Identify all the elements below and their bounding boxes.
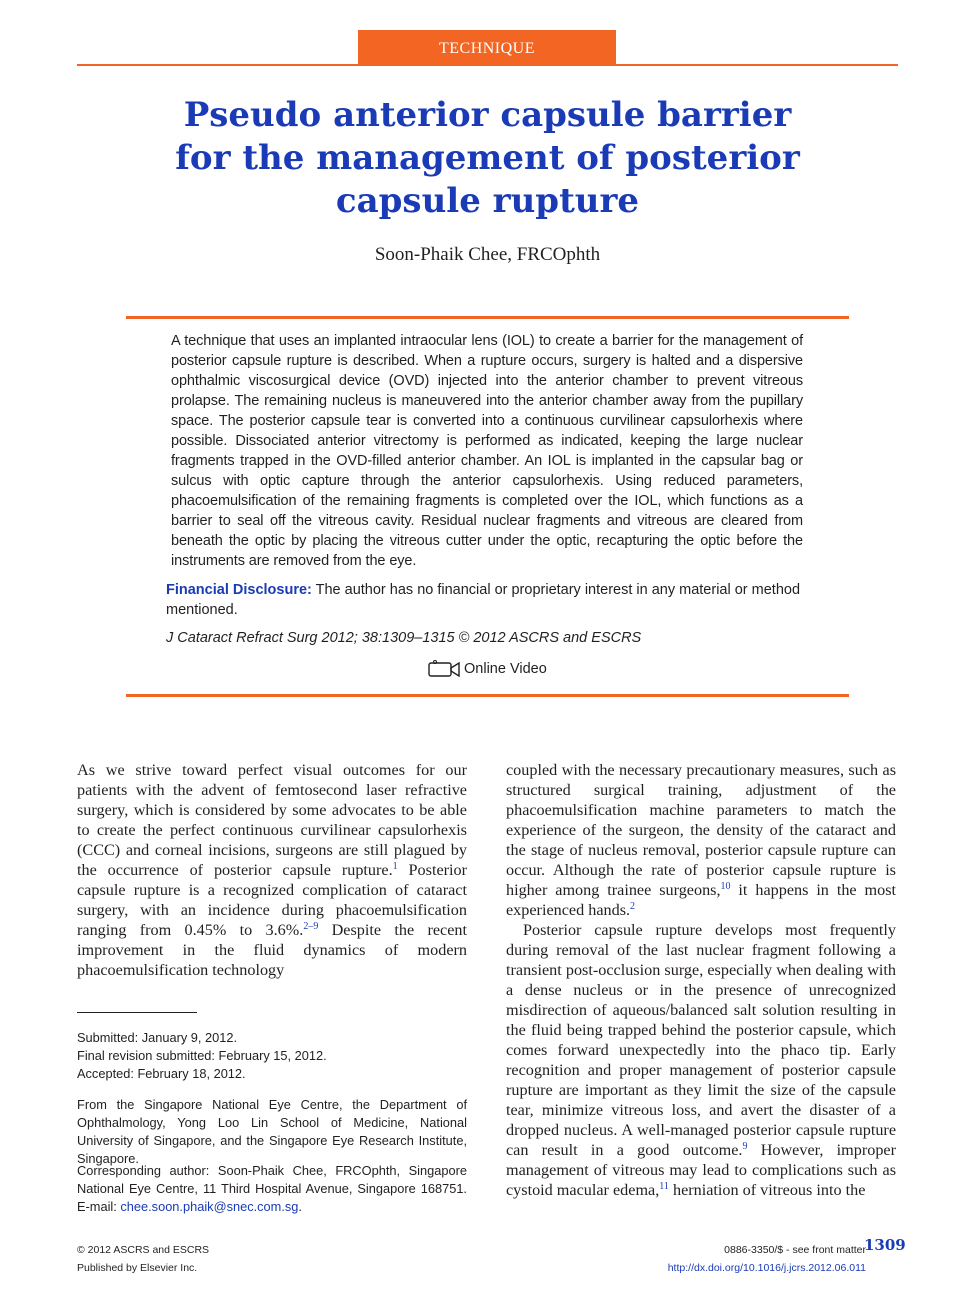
submission-dates — [77, 1029, 467, 1083]
title-line: for the management of posterior — [175, 138, 800, 178]
email-link[interactable]: chee.soon.phaik@snec.com.sg — [120, 1199, 299, 1214]
corresponding-text: Corresponding author: Soon-Phaik Chee, FRCOphth, Singapore National Eye Centre, 11 Third Hospital Avenue, Singapore 168751. E-mail: — [77, 1163, 467, 1214]
footer-copyright: © 2012 ASCRS and ESCRS — [77, 1244, 210, 1256]
affiliation-note: From the Singapore National Eye Centre, the Department of Ophthalmology, Yong Loo Lin School of Medicine, National University of Singapore, and the Singapore Eye Research Institute, Singapore. — [77, 1097, 467, 1166]
reference-link[interactable]: 1 — [392, 861, 398, 872]
footer-publisher: Published by Elsevier Inc. — [77, 1262, 198, 1274]
abstract-bottom-rule — [126, 694, 849, 697]
reference-link[interactable]: 10 — [720, 881, 731, 892]
footnote-rule — [77, 1012, 197, 1013]
title-line: Pseudo anterior capsule barrier — [183, 95, 792, 135]
journal-citation: J Cataract Refract Surg 2012; 38:1309–1315 © 2012 ASCRS and ESCRS — [166, 630, 642, 646]
doi-link[interactable]: http://dx.doi.org/10.1016/j.jcrs.2012.06.011 — [667, 1262, 866, 1274]
reference-link[interactable]: 2–9 — [303, 921, 319, 932]
disclosure-label: Financial Disclosure: — [166, 582, 312, 598]
article-title — [120, 94, 855, 223]
body-text: As we strive toward perfect visual outcomes for our patients with the advent of femtosecond laser refractive surgery, which is considered by some advocates to be able to create the perfect continuous curvilinear capsulorhexis (CCC) and corneal incisions, surgeons are still plagued by the occurrence of posterior capsule rupture. — [77, 761, 467, 879]
reference-link[interactable]: 11 — [659, 1181, 669, 1192]
body-text: it happens in the most experienced hands. — [506, 881, 897, 919]
body-text: herniation of vitreous into the — [668, 1181, 866, 1199]
body-text: Posterior capsule rupture develops most frequently during removal of the last nuclear fragment following a transient post-occlusion surge, especially when dealing with a dense nucleus or in the presence of unrecognized misdirection of aqueous/balanced salt solution resulting in the fluid being trapped behind the posterior capsule, which comes forward unexpectedly into the phaco tip. Early recognition and proper management of posterior capsule rupture are important as they limit the size of the capsule tear, minimize vitreous loss, and avert the disaster of a dropped nucleus. A well-managed posterior capsule rupture can result in a good outcome. — [506, 921, 896, 1159]
abstract-text: A technique that uses an implanted intraocular lens (IOL) to create a barrier for the management of posterior capsule rupture is described. When a rupture occurs, surgery is halted and a dispersive ophthalmic viscosurgical device (OVD) injected into the anterior chamber to prevent vitreous prolapse. The remaining nucleus is maneuvered into the anterior chamber away from the pupillary space. The posterior capsule tear is converted into a continuous curvilinear capsulorhexis where possible. Dissociated anterior vitrectomy is performed as indicated, keeping the large nuclear fragments trapped in the OVD-filled anterior chamber. An IOL is implanted in the capsular bag or sulcus with optic capture through the anterior capsulorhexis. Using reduced parameters, phacoemulsification of the remaining fragments is completed over the IOL, which functions as a barrier to seal off the vitreous cavity. Residual nuclear fragments and vitreous are cleared from beneath the optic by placing the vitreous cutter under the optic, recapturing the optic before the instruments are removed from the eye. — [171, 333, 803, 569]
online-video-label: Online Video — [464, 661, 547, 677]
footer-left — [77, 1241, 209, 1277]
body-column-left — [77, 760, 467, 980]
body-text: coupled with the necessary precautionary measures, such as structured surgical training, adjustment of the phacoemulsification machine parameters to match the experience of the surgeon, the density of the cataract and the stage of nucleus removal, posterior capsule rupture can occur. Although the rate of posterior capsule rupture is higher among trainee surgeons, — [506, 761, 896, 899]
title-line: capsule rupture — [335, 181, 640, 221]
corresponding-author — [77, 1162, 467, 1216]
body-text: However, improper management of vitreous may lead to complications such as cystoid macular edema, — [506, 1141, 896, 1199]
revision-date: Final revision submitted: February 15, 2012. — [77, 1048, 327, 1063]
footer-issn: 0886-3350/$ - see front matter — [724, 1244, 866, 1256]
submitted-date: Submitted: January 9, 2012. — [77, 1030, 238, 1045]
body-paragraph — [77, 760, 467, 980]
video-camera-icon — [428, 660, 460, 678]
body-text: Despite the recent improvement in the fluid dynamics of modern phacoemulsification technology — [77, 921, 467, 979]
reference-link[interactable]: 2 — [630, 901, 636, 912]
body-text: Posterior capsule rupture is a recognized complication of cataract surgery, with an incidence during phacoemulsification ranging from 0.45% to 3.6%. — [77, 861, 467, 939]
header-rule — [77, 64, 898, 66]
body-paragraph — [506, 920, 896, 1200]
reference-link[interactable]: 9 — [742, 1141, 748, 1152]
body-column-right — [506, 760, 896, 1200]
accepted-date: Accepted: February 18, 2012. — [77, 1066, 246, 1081]
email-period: . — [298, 1199, 302, 1214]
footer-right — [668, 1241, 866, 1277]
disclosure-text: The author has no financial or proprietary interest in any material or method mentioned. — [166, 582, 801, 618]
body-paragraph — [506, 760, 896, 920]
financial-disclosure — [166, 580, 816, 620]
online-video-link[interactable] — [428, 660, 547, 678]
section-tag: TECHNIQUE — [358, 30, 616, 65]
abstract-top-rule — [126, 316, 849, 319]
page-number: 1309 — [864, 1236, 906, 1254]
author-line: Soon-Phaik Chee, FRCOphth — [374, 244, 601, 265]
